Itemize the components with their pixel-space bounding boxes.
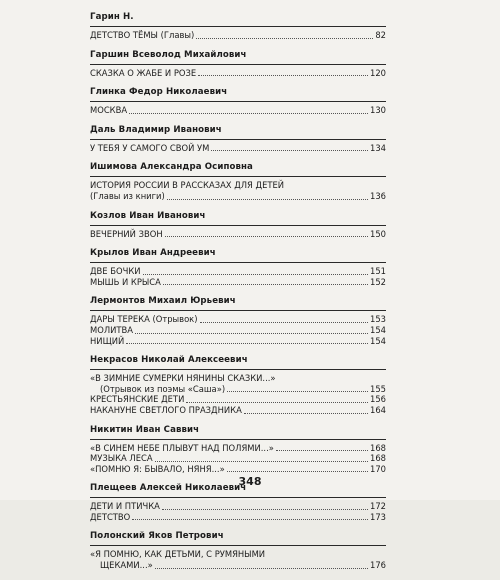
toc-author-group xyxy=(90,211,386,240)
toc-entry xyxy=(90,394,386,405)
toc-author-group xyxy=(90,483,386,522)
entry-title: «Я ПОМНЮ, КАК ДЕТЬМИ, С РУМЯНЫМИ xyxy=(90,549,266,560)
entry-page-number: 173 xyxy=(370,511,386,522)
entry-page-number: 136 xyxy=(370,190,386,201)
author-name: Козлов Иван Иванович xyxy=(90,211,386,226)
toc-author-group xyxy=(90,50,386,79)
dot-leader xyxy=(276,450,368,451)
dot-leader xyxy=(135,333,368,334)
toc-entry xyxy=(90,464,386,475)
toc-author-group xyxy=(90,12,386,41)
toc-entry xyxy=(90,443,386,454)
author-name: Ишимова Александра Осиповна xyxy=(90,162,386,177)
entry-page-number: 154 xyxy=(370,324,386,335)
entry-page-number: 164 xyxy=(370,404,386,415)
author-name: Лермонтов Михаил Юрьевич xyxy=(90,296,386,311)
dot-leader xyxy=(167,199,368,200)
entry-page-number: 130 xyxy=(370,105,386,116)
author-name: Некрасов Николай Алексеевич xyxy=(90,355,386,370)
author-name: Плещеев Алексей Николаевич xyxy=(90,483,386,498)
entry-title: ЩЕКАМИ...» xyxy=(100,560,153,571)
entry-page-number: 176 xyxy=(370,560,386,571)
author-name: Глинка Федор Николаевич xyxy=(90,87,386,102)
entry-page-number: 156 xyxy=(370,394,386,405)
author-name: Даль Владимир Иванович xyxy=(90,125,386,140)
dot-leader xyxy=(162,509,368,510)
entry-title: ДЕТИ И ПТИЧКА xyxy=(90,501,160,512)
toc-entry xyxy=(90,68,386,79)
author-name: Крылов Иван Андреевич xyxy=(90,248,386,263)
dot-leader xyxy=(227,471,368,472)
entry-title: «В СИНЕМ НЕБЕ ПЛЫВУТ НАД ПОЛЯМИ...» xyxy=(90,442,274,453)
toc-entry xyxy=(90,384,386,395)
entry-page-number: 154 xyxy=(370,335,386,346)
entry-title: НИЩИЙ xyxy=(90,335,125,346)
entry-title: МУЗЫКА ЛЕСА xyxy=(90,453,153,464)
entry-page-number: 153 xyxy=(370,314,386,325)
toc-author-group xyxy=(90,87,386,116)
page-number: 348 xyxy=(238,475,262,488)
toc-entry xyxy=(90,501,386,512)
toc-entry xyxy=(90,229,386,240)
entry-page-number: 152 xyxy=(370,276,386,287)
toc-entry xyxy=(90,143,386,154)
toc-entry xyxy=(90,266,386,277)
entry-page-number: 170 xyxy=(370,463,386,474)
toc-entry xyxy=(90,30,386,41)
dot-leader xyxy=(196,38,373,39)
entry-title: ИСТОРИЯ РОССИИ В РАССКАЗАХ ДЛЯ ДЕТЕЙ xyxy=(90,180,285,191)
dot-leader xyxy=(126,343,368,344)
entry-title: ВЕЧЕРНИЙ ЗВОН xyxy=(90,228,163,239)
toc-entry xyxy=(90,405,386,416)
entry-page-number: 168 xyxy=(370,453,386,464)
toc-author-group xyxy=(90,355,386,415)
entry-title: ДАРЫ ТЕРЕКА (Отрывок) xyxy=(90,314,198,325)
entry-title: ДВЕ БОЧКИ xyxy=(90,266,141,277)
dot-leader xyxy=(186,402,368,403)
author-name: Полонский Яков Петрович xyxy=(90,531,386,546)
entry-page-number: 82 xyxy=(375,30,386,40)
dot-leader xyxy=(198,75,368,76)
toc-entry xyxy=(90,105,386,116)
entry-title: НАКАНУНЕ СВЕТЛОГО ПРАЗДНИКА xyxy=(90,404,242,415)
toc-entry xyxy=(90,373,386,384)
toc-entry xyxy=(90,325,386,336)
entry-page-number: 134 xyxy=(370,142,386,153)
entry-title: ДЕТСТВО ТЁМЫ (Главы) xyxy=(90,30,195,40)
entry-page-number: 168 xyxy=(370,442,386,453)
toc-author-group xyxy=(90,125,386,154)
toc-entry xyxy=(90,512,386,523)
dot-leader xyxy=(211,150,368,151)
toc-entry xyxy=(90,277,386,288)
toc-author-group xyxy=(90,425,386,475)
entry-title: «В ЗИМНИЕ СУМЕРКИ НЯНИНЫ СКАЗКИ...» xyxy=(90,373,276,384)
author-name: Гарин Н. xyxy=(90,12,386,27)
toc-author-group xyxy=(90,162,386,201)
author-name: Гаршин Всеволод Михайлович xyxy=(90,50,386,65)
dot-leader xyxy=(155,568,368,569)
entry-title: КРЕСТЬЯНСКИЕ ДЕТИ xyxy=(90,394,185,405)
entry-title: (Отрывок из поэмы «Саша») xyxy=(100,383,226,394)
dot-leader xyxy=(132,519,368,520)
entry-title: «ПОМНЮ Я: БЫВАЛО, НЯНЯ...» xyxy=(90,463,225,474)
entry-page-number: 150 xyxy=(370,228,386,239)
dot-leader xyxy=(244,413,368,414)
entry-title: У ТЕБЯ У САМОГО СВОЙ УМ xyxy=(90,142,210,153)
toc-entry xyxy=(90,314,386,325)
dot-leader xyxy=(155,461,368,462)
toc-entry xyxy=(90,453,386,464)
dot-leader xyxy=(163,284,368,285)
dot-leader xyxy=(165,236,368,237)
entry-page-number: 155 xyxy=(370,383,386,394)
toc-author-group xyxy=(90,296,386,346)
entry-title: МОСКВА xyxy=(90,105,128,116)
entry-title: СКАЗКА О ЖАБЕ И РОЗЕ xyxy=(90,67,197,78)
dot-leader xyxy=(143,274,368,275)
entry-title: МЫШЬ И КРЫСА xyxy=(90,276,161,287)
toc-entry xyxy=(90,336,386,347)
dot-leader xyxy=(129,113,368,114)
table-of-contents xyxy=(90,12,386,580)
entry-page-number: 151 xyxy=(370,266,386,277)
entry-title: МОЛИТВА xyxy=(90,324,133,335)
toc-entry xyxy=(90,180,386,191)
toc-entry xyxy=(90,549,386,560)
author-name: Никитин Иван Саввич xyxy=(90,425,386,440)
dot-leader xyxy=(200,322,368,323)
toc-entry xyxy=(90,191,386,202)
entry-title: (Главы из книги) xyxy=(90,190,165,201)
entry-page-number: 172 xyxy=(370,501,386,512)
toc-author-group xyxy=(90,248,386,287)
entry-page-number: 120 xyxy=(370,67,386,78)
toc-author-group xyxy=(90,531,386,570)
dot-leader xyxy=(227,391,368,392)
entry-title: ДЕТСТВО xyxy=(90,511,131,522)
toc-entry xyxy=(90,560,386,571)
